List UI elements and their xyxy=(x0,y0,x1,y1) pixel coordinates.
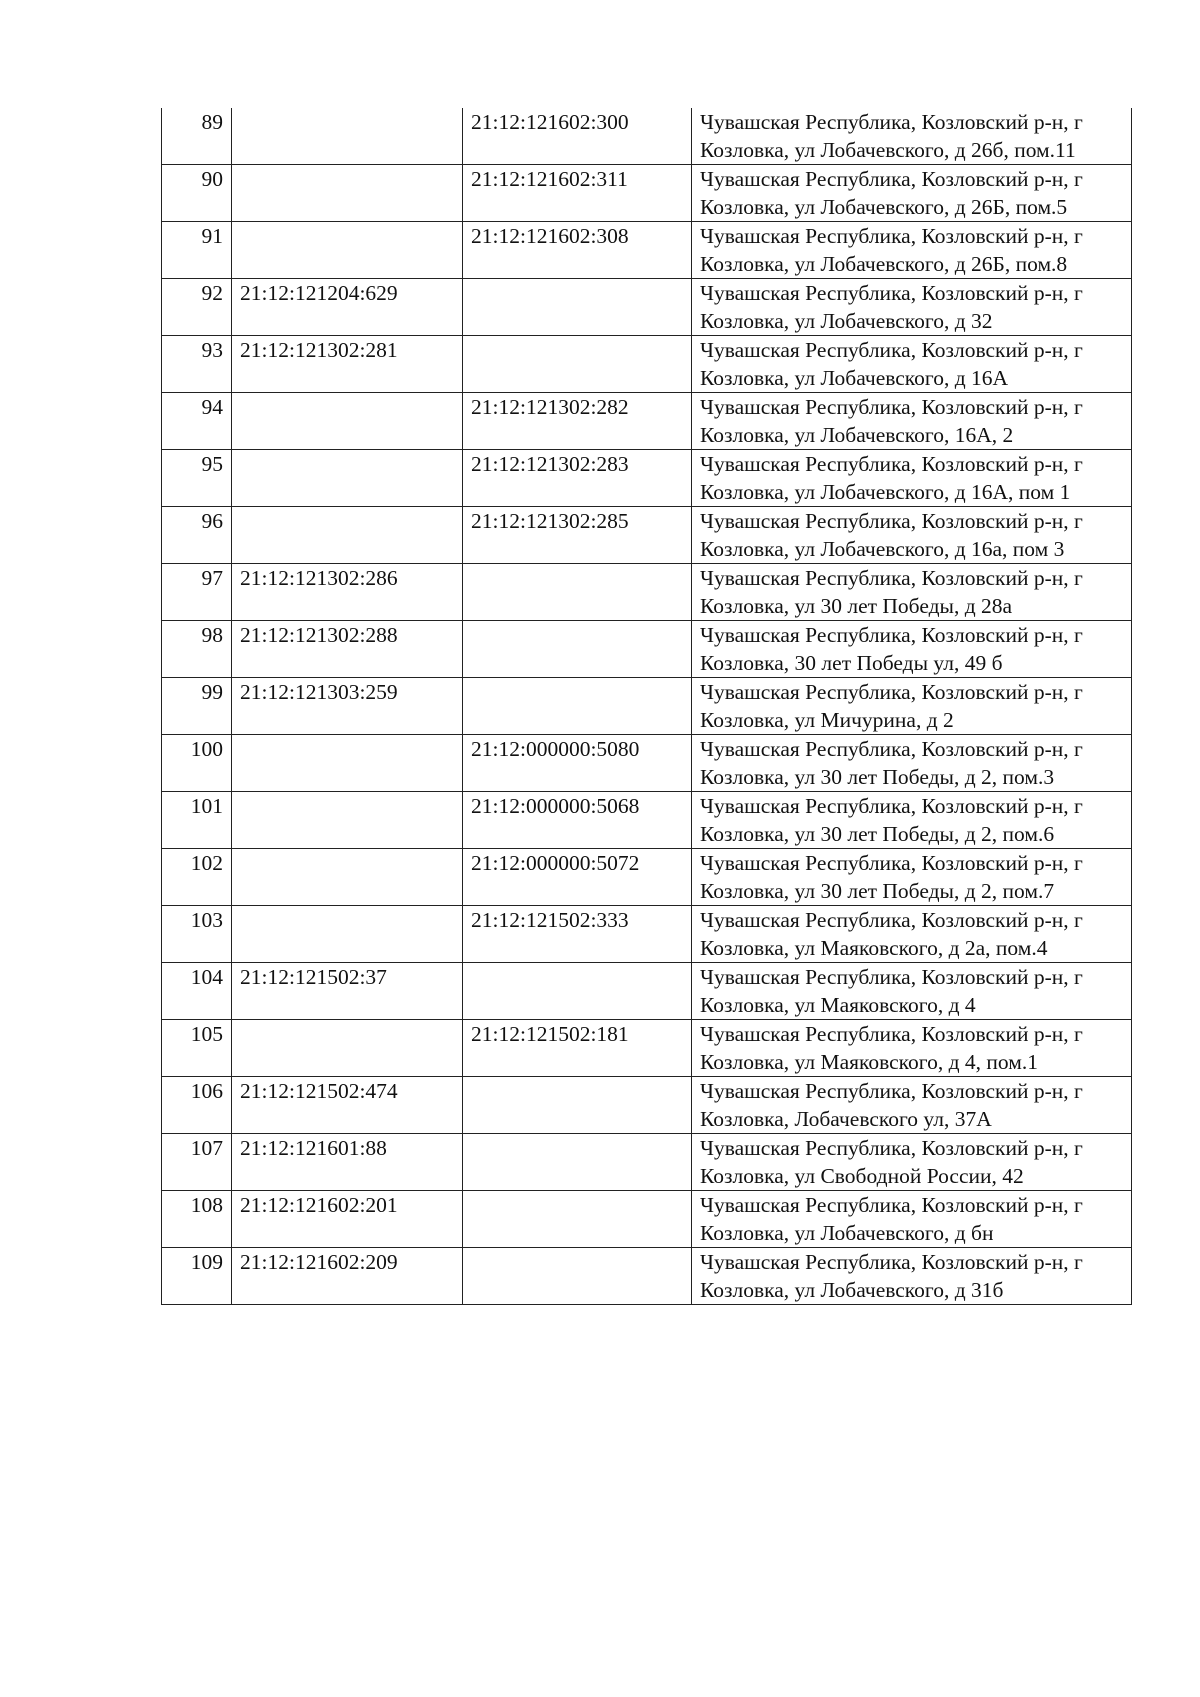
land-cadastral-number: 21:12:121204:629 xyxy=(232,279,463,336)
address: Чувашская Республика, Козловский р-н, г Козловка, ул 30 лет Победы, д 2, пом.7 xyxy=(692,849,1132,906)
row-number: 109 xyxy=(162,1248,232,1305)
land-cadastral-number xyxy=(232,450,463,507)
property-table-body xyxy=(162,108,1132,1305)
land-cadastral-number xyxy=(232,222,463,279)
land-cadastral-number: 21:12:121502:37 xyxy=(232,963,463,1020)
row-number: 108 xyxy=(162,1191,232,1248)
table-row xyxy=(162,279,1132,336)
land-cadastral-number: 21:12:121502:474 xyxy=(232,1077,463,1134)
object-cadastral-number xyxy=(463,279,692,336)
land-cadastral-number: 21:12:121602:209 xyxy=(232,1248,463,1305)
address: Чувашская Республика, Козловский р-н, г Козловка, ул Лобачевского, д 31б xyxy=(692,1248,1132,1305)
table-row xyxy=(162,336,1132,393)
object-cadastral-number xyxy=(463,336,692,393)
table-row xyxy=(162,849,1132,906)
land-cadastral-number xyxy=(232,507,463,564)
address: Чувашская Республика, Козловский р-н, г Козловка, ул Лобачевского, д бн xyxy=(692,1191,1132,1248)
land-cadastral-number: 21:12:121601:88 xyxy=(232,1134,463,1191)
table-row xyxy=(162,165,1132,222)
address: Чувашская Республика, Козловский р-н, г Козловка, ул 30 лет Победы, д 2, пом.6 xyxy=(692,792,1132,849)
object-cadastral-number: 21:12:121302:285 xyxy=(463,507,692,564)
object-cadastral-number xyxy=(463,1077,692,1134)
object-cadastral-number: 21:12:000000:5068 xyxy=(463,792,692,849)
land-cadastral-number xyxy=(232,906,463,963)
table-row xyxy=(162,735,1132,792)
object-cadastral-number xyxy=(463,678,692,735)
address: Чувашская Республика, Козловский р-н, г Козловка, ул Мичурина, д 2 xyxy=(692,678,1132,735)
object-cadastral-number xyxy=(463,1248,692,1305)
address: Чувашская Республика, Козловский р-н, г Козловка, ул Лобачевского, д 16А xyxy=(692,336,1132,393)
address: Чувашская Республика, Козловский р-н, г Козловка, ул Лобачевского, д 16а, пом 3 xyxy=(692,507,1132,564)
row-number: 106 xyxy=(162,1077,232,1134)
row-number: 102 xyxy=(162,849,232,906)
table-row xyxy=(162,108,1132,165)
address: Чувашская Республика, Козловский р-н, г Козловка, ул Лобачевского, д 26б, пом.11 xyxy=(692,108,1132,165)
table-row xyxy=(162,963,1132,1020)
address: Чувашская Республика, Козловский р-н, г Козловка, ул Лобачевского, д 16А, пом 1 xyxy=(692,450,1132,507)
object-cadastral-number: 21:12:121602:311 xyxy=(463,165,692,222)
address: Чувашская Республика, Козловский р-н, г Козловка, ул Лобачевского, д 26Б, пом.5 xyxy=(692,165,1132,222)
object-cadastral-number xyxy=(463,1134,692,1191)
land-cadastral-number: 21:12:121303:259 xyxy=(232,678,463,735)
object-cadastral-number: 21:12:121302:282 xyxy=(463,393,692,450)
row-number: 98 xyxy=(162,621,232,678)
row-number: 91 xyxy=(162,222,232,279)
address: Чувашская Республика, Козловский р-н, г Козловка, Лобачевского ул, 37А xyxy=(692,1077,1132,1134)
table-row xyxy=(162,678,1132,735)
table-row xyxy=(162,450,1132,507)
table-row xyxy=(162,393,1132,450)
table-row xyxy=(162,564,1132,621)
land-cadastral-number xyxy=(232,849,463,906)
address: Чувашская Республика, Козловский р-н, г Козловка, ул 30 лет Победы, д 2, пом.3 xyxy=(692,735,1132,792)
address: Чувашская Республика, Козловский р-н, г Козловка, ул Маяковского, д 4, пом.1 xyxy=(692,1020,1132,1077)
table-row xyxy=(162,621,1132,678)
table-row xyxy=(162,906,1132,963)
row-number: 99 xyxy=(162,678,232,735)
table-row xyxy=(162,1191,1132,1248)
row-number: 96 xyxy=(162,507,232,564)
object-cadastral-number: 21:12:121502:181 xyxy=(463,1020,692,1077)
object-cadastral-number: 21:12:121502:333 xyxy=(463,906,692,963)
object-cadastral-number xyxy=(463,963,692,1020)
row-number: 92 xyxy=(162,279,232,336)
object-cadastral-number xyxy=(463,621,692,678)
table-row xyxy=(162,792,1132,849)
table-row xyxy=(162,1077,1132,1134)
address: Чувашская Республика, Козловский р-н, г Козловка, ул Лобачевского, д 32 xyxy=(692,279,1132,336)
land-cadastral-number: 21:12:121302:286 xyxy=(232,564,463,621)
row-number: 100 xyxy=(162,735,232,792)
object-cadastral-number: 21:12:000000:5072 xyxy=(463,849,692,906)
row-number: 95 xyxy=(162,450,232,507)
object-cadastral-number: 21:12:121302:283 xyxy=(463,450,692,507)
address: Чувашская Республика, Козловский р-н, г Козловка, ул Свободной России, 42 xyxy=(692,1134,1132,1191)
row-number: 94 xyxy=(162,393,232,450)
object-cadastral-number: 21:12:000000:5080 xyxy=(463,735,692,792)
address: Чувашская Республика, Козловский р-н, г Козловка, 30 лет Победы ул, 49 б xyxy=(692,621,1132,678)
property-table xyxy=(161,108,1132,1305)
address: Чувашская Республика, Козловский р-н, г Козловка, ул Маяковского, д 4 xyxy=(692,963,1132,1020)
land-cadastral-number xyxy=(232,735,463,792)
land-cadastral-number: 21:12:121302:288 xyxy=(232,621,463,678)
row-number: 93 xyxy=(162,336,232,393)
object-cadastral-number xyxy=(463,564,692,621)
land-cadastral-number xyxy=(232,108,463,165)
address: Чувашская Республика, Козловский р-н, г Козловка, ул Лобачевского, д 26Б, пом.8 xyxy=(692,222,1132,279)
table-row xyxy=(162,507,1132,564)
row-number: 105 xyxy=(162,1020,232,1077)
table-row xyxy=(162,1248,1132,1305)
row-number: 104 xyxy=(162,963,232,1020)
land-cadastral-number xyxy=(232,393,463,450)
row-number: 97 xyxy=(162,564,232,621)
table-row xyxy=(162,222,1132,279)
address: Чувашская Республика, Козловский р-н, г Козловка, ул 30 лет Победы, д 28а xyxy=(692,564,1132,621)
object-cadastral-number xyxy=(463,1191,692,1248)
object-cadastral-number: 21:12:121602:300 xyxy=(463,108,692,165)
land-cadastral-number: 21:12:121302:281 xyxy=(232,336,463,393)
row-number: 107 xyxy=(162,1134,232,1191)
address: Чувашская Республика, Козловский р-н, г Козловка, ул Лобачевского, 16А, 2 xyxy=(692,393,1132,450)
row-number: 90 xyxy=(162,165,232,222)
table-row xyxy=(162,1134,1132,1191)
table-row xyxy=(162,1020,1132,1077)
row-number: 101 xyxy=(162,792,232,849)
address: Чувашская Республика, Козловский р-н, г Козловка, ул Маяковского, д 2а, пом.4 xyxy=(692,906,1132,963)
land-cadastral-number xyxy=(232,792,463,849)
land-cadastral-number xyxy=(232,1020,463,1077)
row-number: 103 xyxy=(162,906,232,963)
land-cadastral-number xyxy=(232,165,463,222)
object-cadastral-number: 21:12:121602:308 xyxy=(463,222,692,279)
row-number: 89 xyxy=(162,108,232,165)
land-cadastral-number: 21:12:121602:201 xyxy=(232,1191,463,1248)
